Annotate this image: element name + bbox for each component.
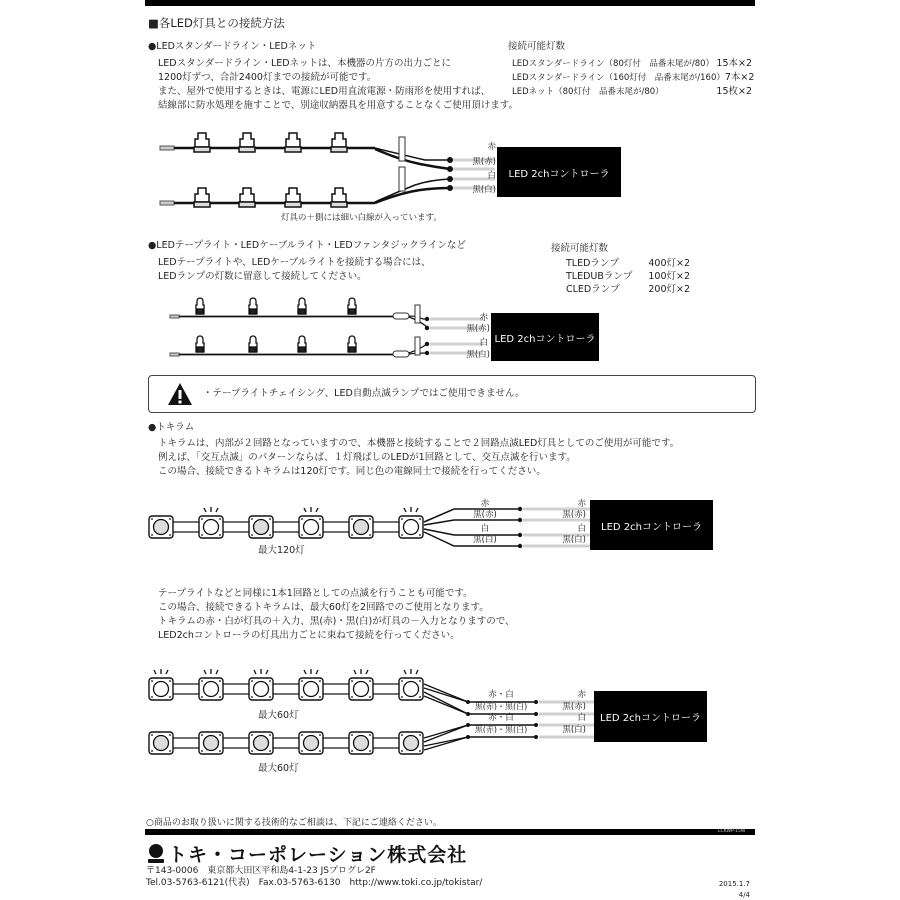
section2-heading: ●LEDテープライト・LEDケーブルライト・LEDファンタジックラインなど [148, 240, 466, 251]
light-ray [404, 508, 406, 512]
wire-label: 黒(赤) [466, 324, 490, 334]
controller-box: LED 2chコントローラ [590, 500, 713, 550]
tokiram-module [399, 732, 423, 754]
tape-strand-1 [170, 313, 427, 327]
company-name: トキ・コーポレーション株式会社 [168, 844, 468, 866]
bulb [196, 298, 204, 314]
light-ray [154, 670, 156, 674]
section4-body-line: テープライトなどと同様に1本1回路としての点滅を行うことも可能です。 [158, 588, 473, 599]
wire-note: 灯具の＋側には細い白線が入っています。 [281, 213, 442, 223]
capacity-name: LEDスタンダードライン（80灯付 品番末尾が/80） [512, 59, 715, 69]
connector-tag [399, 167, 405, 191]
wire-label: 白 [577, 713, 586, 723]
tokiram-module [149, 669, 173, 700]
tokiram-module [399, 507, 423, 538]
tokiram-module [399, 669, 423, 700]
tokiram-module [199, 507, 223, 538]
capacity-value: 7本×2 [724, 72, 755, 83]
capacity-row [512, 57, 752, 71]
diagram-tokiram-60 [148, 664, 598, 764]
capacity-name: CLEDランプ [566, 284, 620, 295]
terminal-dot [447, 166, 453, 172]
section4-body [158, 587, 515, 643]
tokiram-module [249, 669, 273, 700]
light-ray [304, 508, 306, 512]
wire-label: 黒(赤) [473, 510, 497, 520]
tokiram-module [299, 669, 323, 700]
light-ray [304, 670, 306, 674]
section1-body [158, 57, 518, 113]
light-ray [366, 670, 368, 674]
capacity-value: 15本×2 [716, 58, 752, 69]
capacity-name: TLEDUBランプ [566, 271, 633, 282]
max-count-label: 最大120灯 [258, 545, 305, 556]
capacity-name: LEDネット（80灯付 品番末尾が/80） [512, 87, 664, 97]
capacity-name: LEDスタンダードライン（160灯付 品番末尾が/160） [512, 73, 725, 83]
document-date: 2015.1.7 [718, 880, 750, 888]
tokiram-module [249, 732, 273, 754]
lamp [194, 188, 210, 207]
section2-body-line: LEDランプの灯数に留意して接続してください。 [158, 271, 367, 282]
lamp [194, 133, 210, 152]
wire-label: 黒(赤) [472, 157, 496, 167]
section3-body [158, 437, 679, 479]
lamp [239, 133, 255, 152]
terminals [425, 317, 429, 355]
section4-body-line: LED2chコントローラの灯具出力ごとに束ねて接続を行ってください。 [158, 630, 460, 641]
light-ray [416, 670, 418, 674]
capacity-name: TLEDランプ [566, 258, 619, 269]
wire-label: 赤・白 [488, 690, 514, 700]
capacity-row [566, 283, 690, 296]
bulb [196, 336, 204, 352]
wire-label: 黒(赤)・黒(白) [474, 725, 528, 734]
capacity-value: 100灯×2 [648, 271, 690, 282]
light-ray [204, 670, 206, 674]
controller-box: LED 2chコントローラ [491, 313, 599, 361]
capacity-row [566, 257, 690, 270]
section2-body-line: LEDテープライトや、LEDケーブルライトを接続する場合には、 [158, 257, 431, 268]
tokiram-module [199, 732, 223, 754]
warning-icon [167, 382, 193, 406]
section3-body-line: 例えば、「交互点滅」のパターンならば、１灯飛ばしのLEDが1回路として、交互点滅を行います。 [158, 452, 576, 463]
light-ray [254, 670, 256, 674]
capacity-value: 400灯×2 [648, 258, 690, 269]
section2-capacity-title: 接続可能灯数 [551, 243, 609, 254]
strand-end-cap [160, 201, 174, 205]
wire-label: 黒(白) [472, 185, 496, 195]
company-logo [146, 840, 467, 867]
tokiram-module [349, 732, 373, 754]
section3-heading: ●トキラム [148, 422, 195, 433]
lamp [331, 133, 347, 152]
diagram-tape-light [165, 297, 485, 367]
tokiram-module [149, 516, 173, 538]
company-address: 〒143-0006 東京都大田区平和島4-1-23 JSプログレ2F [146, 866, 376, 876]
light-ray [166, 670, 168, 674]
light-ray [416, 508, 418, 512]
light-ray [266, 670, 268, 674]
contact-notice: ○商品のお取り扱いに関する技術的なご相談は、下記にご連絡ください。 [146, 818, 442, 828]
wire-label: 赤 [479, 313, 488, 323]
section1-capacity-list [512, 57, 755, 99]
section1-body-line: また、屋外で使用するときは、電源にLED用直流電源・防雨形を使用すれば、 [158, 86, 491, 97]
bulb [298, 336, 306, 352]
top-bar [145, 0, 755, 6]
wire-label: 白 [577, 524, 586, 534]
connector-tag [415, 305, 420, 323]
wire-label: 赤・白 [488, 713, 514, 723]
section1-capacity-title: 接続可能灯数 [508, 41, 566, 52]
tape-lamps-1 [196, 298, 356, 314]
wire-label: 白 [480, 524, 490, 534]
wire-label: 黒(白) [562, 725, 586, 735]
bulb [298, 298, 306, 314]
wire-label: 黒(白) [562, 535, 586, 545]
light-ray [216, 670, 218, 674]
wire-label: 赤 [480, 499, 490, 509]
max-count-label: 最大60灯 [258, 763, 299, 774]
max-count-label: 最大60灯 [258, 710, 299, 721]
section2-capacity-list [566, 257, 690, 296]
bulb [348, 298, 356, 314]
section1-body-line: LEDスタンダードライン・LEDネットは、本機器の片方の出力ごとに [158, 58, 452, 69]
light-ray [354, 670, 356, 674]
page-number: 4/4 [738, 891, 750, 899]
light-ray [316, 670, 318, 674]
connector-tag [415, 337, 420, 355]
company-contact: Tel.03-5763-6121(代表) Fax.03-5763-6130 http://www.toki.co.jp/tokistar/ [146, 878, 483, 888]
controller-box: LED 2chコントローラ [497, 147, 621, 197]
section3-body-line: この場合、接続できるトキラムは120灯です。同じ色の電線同士で接続を行ってください。 [158, 466, 546, 477]
wire-label: 白 [487, 171, 496, 181]
diagram-tokiram-120 [148, 492, 593, 557]
wire-label: 黒(赤) [562, 510, 586, 520]
tokiram-module [349, 516, 373, 538]
capacity-row [512, 71, 755, 85]
capacity-value: 15枚×2 [716, 86, 752, 97]
light-ray [216, 508, 218, 512]
light-ray [204, 508, 206, 512]
lamp [285, 133, 301, 152]
footer-bar [145, 829, 755, 835]
tokiram-module [299, 507, 323, 538]
light-ray [316, 508, 318, 512]
terminal-dot [447, 185, 453, 191]
connector-tag [399, 137, 405, 161]
company-logo-icon [146, 843, 166, 865]
strand-end-cap [160, 146, 174, 150]
product-code: LCKWP-15W [718, 829, 746, 834]
capacity-value: 200灯×2 [648, 284, 690, 295]
controller-box: LED 2chコントローラ [594, 691, 707, 742]
section4-body-line: トキラムの赤・白が灯具の＋入力、黒(赤)・黒(白)が灯具の－入力となりますので、 [158, 616, 515, 627]
wire-label: 黒(赤) [562, 702, 586, 712]
section3-body-line: トキラムは、内部が２回路となっていますので、本機器と接続することで２回路点滅LED灯具としてのご使用が可能です。 [158, 438, 680, 449]
bulb [249, 336, 257, 352]
tokiram-module [349, 669, 373, 700]
tape-lamps-2 [196, 336, 356, 352]
section4-body-line: この場合、接続できるトキラムは、最大60灯を2回路でのご使用となります。 [158, 602, 489, 613]
wire-label: 黒(赤)・黒(白) [474, 702, 528, 711]
tokiram-module [199, 669, 223, 700]
tokiram-module [299, 732, 323, 754]
wire-label: 赤 [577, 499, 586, 509]
capacity-row [566, 270, 690, 283]
terminals [518, 507, 522, 548]
warning-box [148, 375, 756, 413]
wire-minus [375, 149, 450, 169]
terminal-dot [447, 176, 453, 182]
tokiram-module [249, 516, 273, 538]
wire-label: 黒(白) [466, 350, 490, 360]
light-ray [404, 670, 406, 674]
terminal-dot [447, 157, 453, 163]
page-title: ■各LED灯具との接続方法 [148, 16, 285, 30]
wire-minus [375, 188, 450, 203]
section2-body [158, 256, 431, 284]
section1-body-line: 1200灯ずつ、合計2400灯までの接続が可能です。 [158, 72, 377, 83]
lamp [285, 188, 301, 207]
wire-label: 赤 [487, 142, 496, 152]
tokiram-module [149, 732, 173, 754]
lamp [239, 188, 255, 207]
warning-text: ・テープライトチェイシング、LED自動点滅ランプではご使用できません。 [203, 388, 525, 399]
bulb [348, 336, 356, 352]
lamp [331, 188, 347, 207]
wire-label: 赤 [577, 690, 586, 700]
capacity-row [512, 85, 752, 99]
wire-label: 白 [479, 338, 488, 348]
wire-label: 黒(白) [473, 535, 497, 545]
terminals [447, 157, 453, 191]
section1-heading: ●LEDスタンダードライン・LEDネット [148, 41, 317, 52]
bulb [249, 298, 257, 314]
section1-body-line: 結線部に防水処理を施すことで、別途収納器具を用意することなくご使用頂けます。 [158, 100, 519, 111]
